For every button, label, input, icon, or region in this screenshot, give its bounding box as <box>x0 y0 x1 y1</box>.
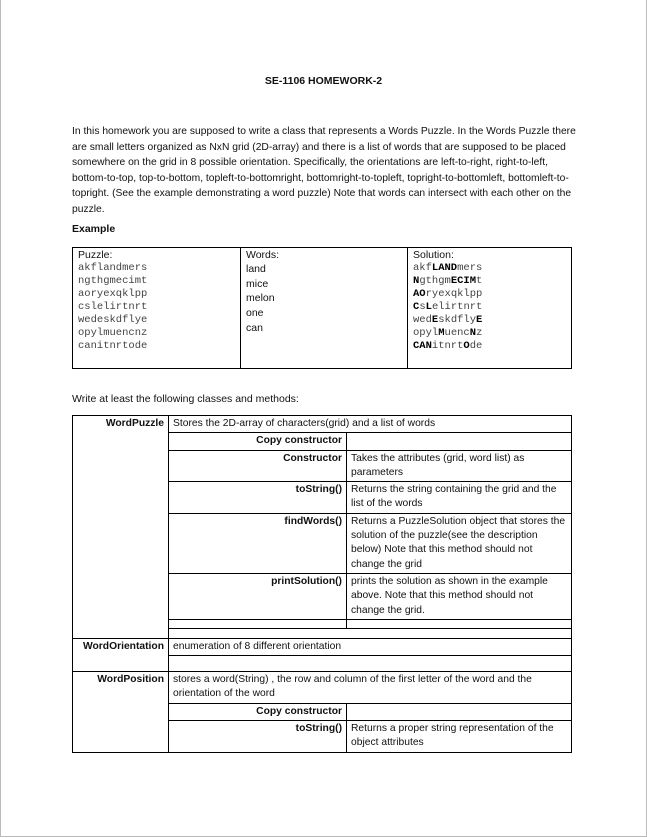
document-title: SE-1106 HOMEWORK-2 <box>264 75 383 87</box>
class-description: enumeration of 8 different orientation <box>169 638 572 655</box>
puzzle-grid <box>78 262 236 353</box>
class-name: WordPosition <box>73 672 169 752</box>
class-description: Stores the 2D-array of characters(grid) and a list of words <box>169 416 572 433</box>
solution-row: opylMuencNz <box>413 327 483 339</box>
solution-row: CsLelirtnrt <box>413 301 483 313</box>
method-name: printSolution() <box>169 573 347 619</box>
words-cell <box>241 248 408 369</box>
puzzle-row: aoryexqklpp <box>78 288 148 300</box>
puzzle-row: ngthgmecimt <box>78 275 148 287</box>
classes-heading: Write at least the following classes and methods: <box>72 393 299 405</box>
word-item: can <box>246 321 263 334</box>
word-item: mice <box>246 277 269 290</box>
method-description <box>347 703 572 720</box>
classes-table <box>72 415 572 753</box>
solution-row: NgthgmECIMt <box>413 275 483 287</box>
puzzle-row: akflandmers <box>78 262 148 274</box>
word-item: one <box>246 307 264 320</box>
class-name: WordPuzzle <box>73 416 169 639</box>
word-item: land <box>246 263 266 275</box>
class-row <box>73 672 572 704</box>
solution-grid <box>413 262 567 353</box>
method-name: findWords() <box>169 513 347 573</box>
method-name: Copy constructor <box>169 433 347 450</box>
puzzle-row: canitnrtode <box>78 340 148 352</box>
method-description <box>347 433 572 450</box>
method-name: toString() <box>169 721 347 753</box>
method-name: Constructor <box>169 450 347 482</box>
intro-paragraph: In this homework you are supposed to write a class that represents a Words Puzzle. In the Words Puzzle there are small letters organized as NxN grid (2D-array) and there is a list of words that are supposed to be placed somewhere on the grid in 8 possible orientation. Specifically, the orientations are left-to-right, right-to-left, bottom-to-top, top-to-bottom, topleft-to-bottomright, bottomright-to-topleft, topright-to-bottomleft, bottomleft-to-topright. (See the example demonstrating a word puzzle) Note that words can intersect with each other on the puzzle. <box>72 126 576 215</box>
class-row <box>73 638 572 655</box>
class-name: WordOrientation <box>73 638 169 671</box>
solution-row: AOryexqklpp <box>413 288 483 300</box>
method-description: prints the solution as shown in the example above. Note that this method should not change the grid. <box>347 573 572 619</box>
example-heading: Example <box>72 223 116 235</box>
method-name: Copy constructor <box>169 703 347 720</box>
class-description: stores a word(String) , the row and column of the first letter of the word and the orientation of the word <box>169 672 572 704</box>
word-item: melon <box>246 292 275 305</box>
puzzle-header: Puzzle: <box>78 249 113 261</box>
solution-header: Solution: <box>413 249 454 261</box>
solution-row: akfLANDmers <box>413 262 483 274</box>
solution-cell <box>408 248 572 369</box>
solution-row: CANitnrtOde <box>413 340 483 352</box>
example-table <box>72 247 572 369</box>
method-description: Returns the string containing the grid and the list of the words <box>347 482 572 514</box>
method-name: toString() <box>169 482 347 514</box>
word-list <box>246 262 403 336</box>
puzzle-row: cslelirtnrt <box>78 301 148 313</box>
words-header: Words: <box>246 249 280 261</box>
puzzle-row: opylmuencnz <box>78 327 148 339</box>
puzzle-cell <box>73 248 241 369</box>
solution-row: wedEskdflyE <box>413 314 483 326</box>
class-row <box>73 416 572 433</box>
puzzle-row: wedeskdflye <box>78 314 148 326</box>
method-description: Returns a PuzzleSolution object that stores the solution of the puzzle(see the description below) Note that this method should not change the grid <box>347 513 572 573</box>
method-description: Returns a proper string representation of the object attributes <box>347 721 572 753</box>
method-description: Takes the attributes (grid, word list) as parameters <box>347 450 572 482</box>
